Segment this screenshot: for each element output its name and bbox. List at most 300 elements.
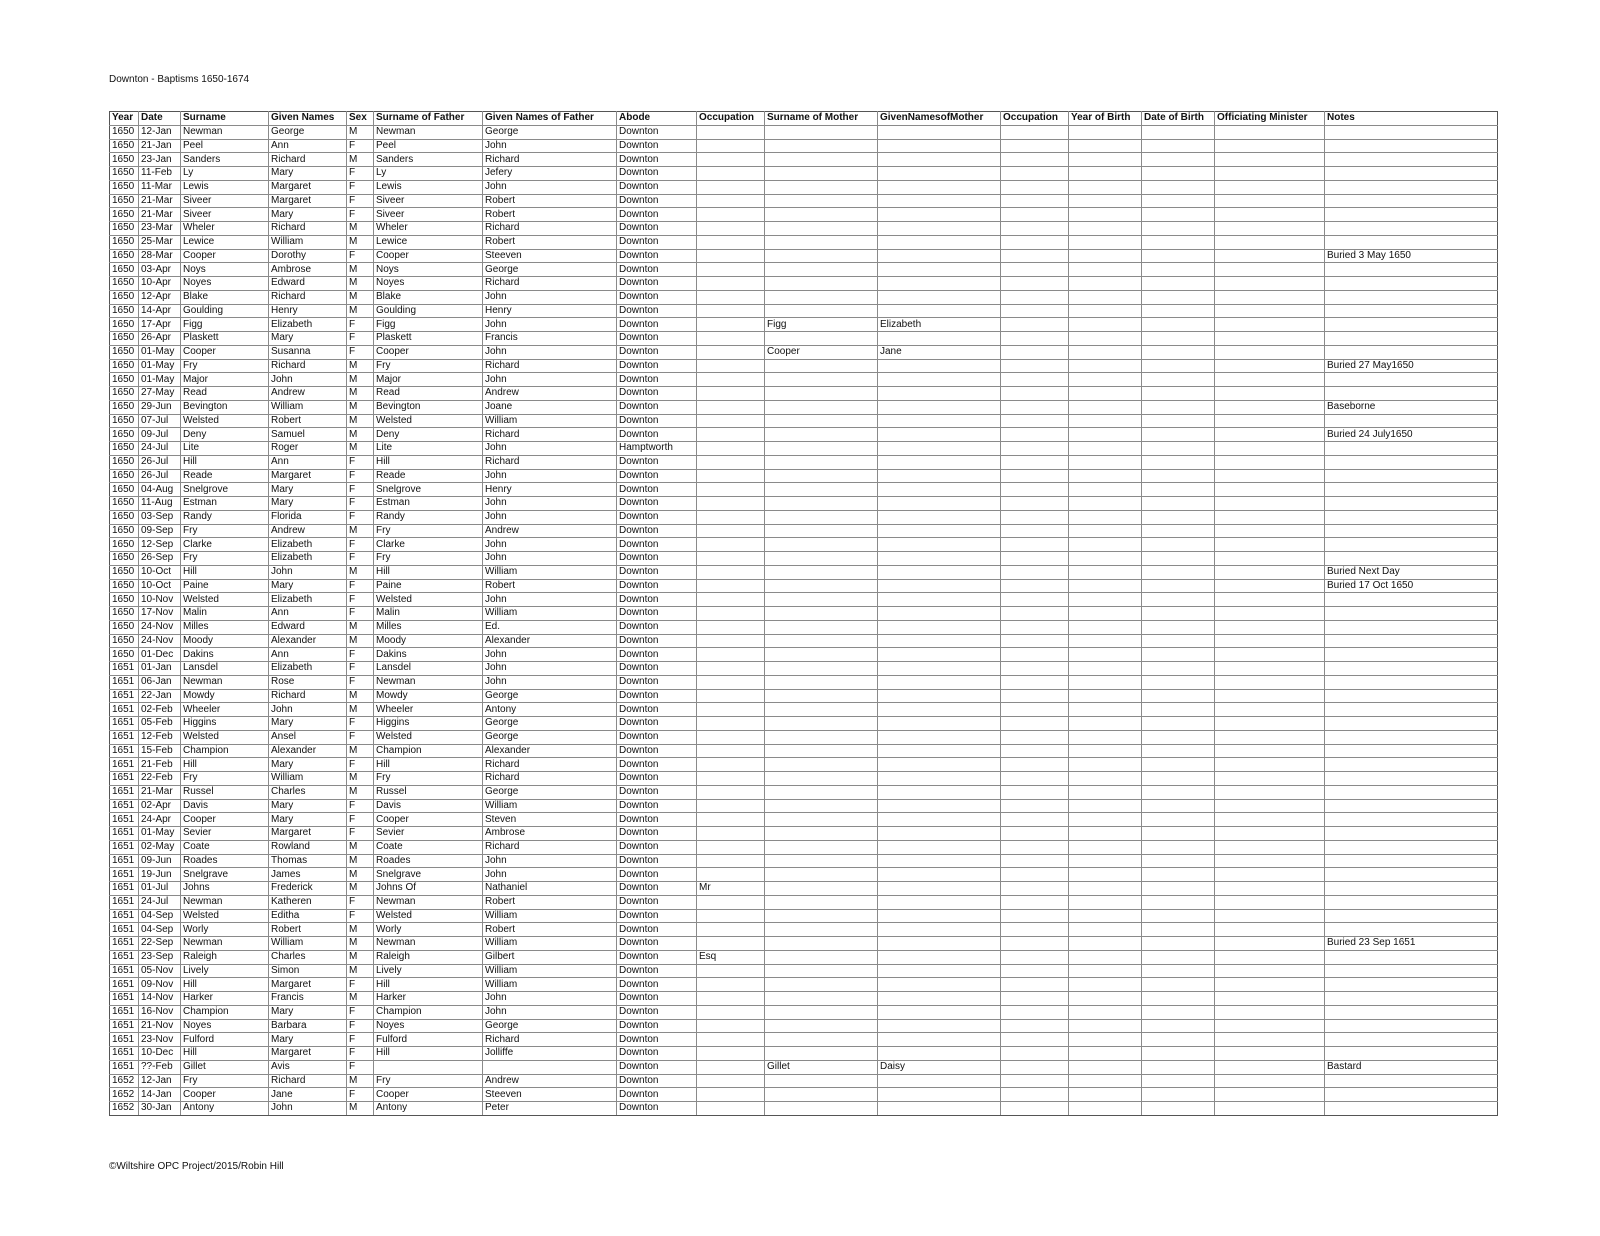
table-cell: Downton [617,208,697,222]
table-cell [878,359,1001,373]
table-cell: John [483,290,617,304]
table-cell [697,923,765,937]
table-cell: Sanders [374,153,483,167]
table-cell: Richard [269,1074,347,1088]
table-cell: Margaret [269,827,347,841]
table-cell: Snelgrave [181,868,269,882]
table-cell: 1650 [110,428,139,442]
table-cell [765,194,878,208]
table-cell [1142,1047,1215,1061]
table-cell: Downton [617,634,697,648]
table-cell: Andrew [269,524,347,538]
table-cell [1325,194,1498,208]
table-cell: 02-May [139,840,181,854]
table-cell: 1650 [110,400,139,414]
table-cell [1069,565,1142,579]
table-cell: Major [374,373,483,387]
table-cell: F [347,662,374,676]
table-cell: 1650 [110,373,139,387]
table-cell: F [347,827,374,841]
table-cell: Welsted [181,909,269,923]
table-cell: Jane [878,345,1001,359]
table-cell [1001,689,1069,703]
table-cell: Richard [483,153,617,167]
table-row [110,964,1498,978]
table-cell [765,799,878,813]
table-cell [1001,799,1069,813]
table-cell [765,167,878,181]
table-cell [765,153,878,167]
table-row [110,1033,1498,1047]
table-row [110,730,1498,744]
table-cell [765,689,878,703]
table-cell: Jolliffe [483,1047,617,1061]
table-cell: Sevier [374,827,483,841]
table-cell: 01-Jan [139,662,181,676]
table-cell [697,1060,765,1074]
table-cell: 12-Jan [139,125,181,139]
table-cell: 1650 [110,593,139,607]
table-cell [1069,139,1142,153]
table-cell [878,455,1001,469]
table-cell [697,648,765,662]
table-cell: Downton [617,703,697,717]
table-cell: Fry [374,772,483,786]
table-cell: John [483,992,617,1006]
table-cell: Hill [181,455,269,469]
table-cell [1325,703,1498,717]
table-cell [697,442,765,456]
table-cell [1142,689,1215,703]
table-cell: Lite [181,442,269,456]
table-row [110,290,1498,304]
table-cell: 1650 [110,249,139,263]
table-cell: Peel [181,139,269,153]
table-cell: John [483,510,617,524]
table-cell [1069,689,1142,703]
table-cell [1142,593,1215,607]
table-cell: M [347,689,374,703]
table-cell [1001,510,1069,524]
table-cell: Daisy [878,1060,1001,1074]
table-cell [697,909,765,923]
table-cell: F [347,194,374,208]
table-cell: 10-Nov [139,593,181,607]
table-cell: Editha [269,909,347,923]
table-cell [1215,304,1325,318]
table-cell: Joane [483,400,617,414]
table-cell [1069,1102,1142,1116]
table-cell [1001,442,1069,456]
table-cell: Downton [617,662,697,676]
table-cell [765,978,878,992]
table-cell: Downton [617,689,697,703]
table-cell [878,332,1001,346]
table-row [110,813,1498,827]
table-cell: 10-Oct [139,565,181,579]
table-cell [1069,455,1142,469]
table-cell [1325,854,1498,868]
table-cell [765,277,878,291]
table-cell [765,620,878,634]
table-cell [765,840,878,854]
table-cell: Elizabeth [269,662,347,676]
table-cell [1215,813,1325,827]
table-cell [697,717,765,731]
table-cell [1001,840,1069,854]
table-cell [765,538,878,552]
table-cell: Major [181,373,269,387]
table-cell: Mary [269,717,347,731]
table-cell: 21-Feb [139,758,181,772]
table-cell: 17-Apr [139,318,181,332]
table-cell: Buried 24 July1650 [1325,428,1498,442]
table-cell [878,524,1001,538]
table-cell [1001,1060,1069,1074]
table-cell: Ann [269,455,347,469]
table-cell: Raleigh [181,950,269,964]
table-cell: Esq [697,950,765,964]
table-cell [1215,840,1325,854]
table-cell [878,510,1001,524]
table-cell [1069,235,1142,249]
table-cell: Rose [269,675,347,689]
table-cell: 1651 [110,675,139,689]
column-header: GivenNamesofMother [878,112,1001,126]
table-cell [1215,689,1325,703]
table-cell [1069,524,1142,538]
table-cell: Noys [374,263,483,277]
table-cell [765,1074,878,1088]
table-cell: 1650 [110,125,139,139]
table-cell [878,937,1001,951]
table-cell: John [483,180,617,194]
table-cell: 21-Jan [139,139,181,153]
table-cell: Buried 3 May 1650 [1325,249,1498,263]
table-cell [1001,1047,1069,1061]
table-row [110,139,1498,153]
baptism-register-table [109,111,1498,1116]
table-cell [878,579,1001,593]
table-cell [697,978,765,992]
table-cell [1215,524,1325,538]
table-cell: F [347,455,374,469]
table-cell [1001,180,1069,194]
table-row [110,1005,1498,1019]
table-row [110,400,1498,414]
table-cell: George [483,125,617,139]
column-header: Surname of Father [374,112,483,126]
table-cell [1142,634,1215,648]
header-row [110,112,1498,126]
table-cell: Blake [374,290,483,304]
table-cell: Welsted [181,593,269,607]
table-cell [765,552,878,566]
table-cell [878,139,1001,153]
table-cell: F [347,593,374,607]
table-cell: Siveer [181,194,269,208]
table-cell [1142,538,1215,552]
table-cell: 01-May [139,345,181,359]
table-cell [1142,304,1215,318]
table-cell: Lively [181,964,269,978]
table-cell: Snelgrove [374,483,483,497]
table-cell: Downton [617,854,697,868]
table-cell: Estman [374,497,483,511]
table-cell [697,400,765,414]
table-cell: Downton [617,332,697,346]
table-cell: Roades [374,854,483,868]
table-cell [1001,937,1069,951]
table-cell [878,194,1001,208]
table-cell [1142,552,1215,566]
table-cell [374,1060,483,1074]
table-cell: F [347,758,374,772]
table-cell: Downton [617,909,697,923]
table-cell [1142,620,1215,634]
table-row [110,675,1498,689]
table-cell [1001,469,1069,483]
table-cell: Richard [483,1033,617,1047]
table-cell: F [347,730,374,744]
table-cell [1001,235,1069,249]
table-cell: 1650 [110,208,139,222]
table-row [110,854,1498,868]
table-cell [1215,565,1325,579]
table-cell: Noyes [181,277,269,291]
table-cell: 1651 [110,854,139,868]
table-cell [1325,785,1498,799]
table-cell [765,565,878,579]
table-cell [1142,332,1215,346]
table-cell [1215,222,1325,236]
table-cell [1215,153,1325,167]
table-cell [1142,400,1215,414]
table-cell [1325,318,1498,332]
table-cell: Fry [374,1074,483,1088]
table-cell: Reade [374,469,483,483]
table-cell [1142,318,1215,332]
table-cell [1325,290,1498,304]
table-cell [1001,620,1069,634]
table-cell: William [269,235,347,249]
table-cell [878,414,1001,428]
table-cell [1215,235,1325,249]
table-cell [765,1033,878,1047]
table-cell: Fry [181,1074,269,1088]
table-cell [1325,538,1498,552]
table-cell: M [347,153,374,167]
table-row [110,428,1498,442]
table-cell: Buried 17 Oct 1650 [1325,579,1498,593]
table-row [110,538,1498,552]
table-cell: Downton [617,950,697,964]
table-cell: John [269,565,347,579]
table-cell [1069,868,1142,882]
table-cell: Andrew [269,387,347,401]
table-cell: Barbara [269,1019,347,1033]
table-cell: John [483,469,617,483]
table-cell: Lansdel [374,662,483,676]
table-cell [1325,620,1498,634]
table-cell [1001,607,1069,621]
table-cell [1069,414,1142,428]
table-cell [1215,455,1325,469]
table-cell: 1651 [110,785,139,799]
table-cell [765,937,878,951]
table-row [110,387,1498,401]
table-cell: Mary [269,1033,347,1047]
table-cell: Downton [617,222,697,236]
table-cell [1325,483,1498,497]
table-cell: Downton [617,153,697,167]
table-cell [697,675,765,689]
table-cell: Cooper [374,249,483,263]
table-cell [1215,318,1325,332]
table-cell: F [347,497,374,511]
table-cell: John [483,675,617,689]
table-cell: Cooper [181,345,269,359]
table-row [110,345,1498,359]
table-cell [1069,758,1142,772]
table-cell: Noyes [181,1019,269,1033]
table-cell [878,153,1001,167]
table-cell: M [347,428,374,442]
table-cell: Buried 27 May1650 [1325,359,1498,373]
table-cell [765,744,878,758]
table-cell: Russel [374,785,483,799]
table-cell [765,854,878,868]
table-cell: Ambrose [269,263,347,277]
table-cell [1069,1060,1142,1074]
table-cell [1325,345,1498,359]
table-cell [878,1074,1001,1088]
table-cell [1325,1033,1498,1047]
table-cell [878,730,1001,744]
table-cell [1001,675,1069,689]
table-cell: 26-Jul [139,455,181,469]
table-cell: 09-Nov [139,978,181,992]
table-cell: Downton [617,785,697,799]
page-title: Downton - Baptisms 1650-1674 [109,74,250,85]
table-row [110,1047,1498,1061]
table-cell: Siveer [181,208,269,222]
table-cell [878,648,1001,662]
table-cell: 1651 [110,909,139,923]
table-cell [1325,1088,1498,1102]
table-cell: John [483,868,617,882]
table-cell [1142,1060,1215,1074]
table-cell [878,620,1001,634]
table-cell: M [347,125,374,139]
table-cell: Roger [269,442,347,456]
table-cell: M [347,387,374,401]
table-cell: M [347,1102,374,1116]
table-cell: 04-Sep [139,909,181,923]
table-cell [1001,1005,1069,1019]
table-cell [1215,675,1325,689]
table-cell: 06-Jan [139,675,181,689]
table-cell [1142,345,1215,359]
table-cell [878,400,1001,414]
table-cell [1001,758,1069,772]
table-cell: Florida [269,510,347,524]
table-cell [1069,373,1142,387]
table-header [110,112,1498,126]
table-cell [1325,772,1498,786]
table-cell: Rowland [269,840,347,854]
table-cell [1142,497,1215,511]
table-cell [1142,180,1215,194]
table-cell: F [347,345,374,359]
table-cell [1069,552,1142,566]
table-cell: Downton [617,194,697,208]
table-cell [697,497,765,511]
table-cell: Downton [617,235,697,249]
table-cell [1069,1005,1142,1019]
table-row [110,153,1498,167]
table-cell [1215,579,1325,593]
table-cell: Samuel [269,428,347,442]
table-cell [1325,1047,1498,1061]
table-cell: Lewis [374,180,483,194]
table-cell: Downton [617,497,697,511]
table-cell [765,909,878,923]
table-cell [1215,1033,1325,1047]
table-cell [1069,497,1142,511]
table-cell [878,703,1001,717]
table-cell [697,318,765,332]
table-cell [697,799,765,813]
table-cell: Margaret [269,180,347,194]
table-cell: Downton [617,180,697,194]
table-row [110,552,1498,566]
table-cell: Champion [374,744,483,758]
table-cell [697,772,765,786]
table-cell [1001,662,1069,676]
table-cell: George [483,730,617,744]
table-cell: 1650 [110,483,139,497]
table-cell: Downton [617,895,697,909]
table-cell [697,744,765,758]
table-row [110,909,1498,923]
table-cell: 10-Oct [139,579,181,593]
table-cell: 1650 [110,167,139,181]
table-row [110,648,1498,662]
table-cell: F [347,139,374,153]
table-cell: 22-Feb [139,772,181,786]
table-cell: F [347,167,374,181]
table-cell: William [269,400,347,414]
table-cell: Coate [374,840,483,854]
table-cell: Edward [269,277,347,291]
table-cell: M [347,923,374,937]
table-cell: M [347,868,374,882]
table-cell [1142,139,1215,153]
table-cell [1325,895,1498,909]
table-cell: 10-Apr [139,277,181,291]
table-cell: John [269,703,347,717]
table-cell: ??-Feb [139,1060,181,1074]
table-cell: Downton [617,675,697,689]
table-cell: M [347,373,374,387]
table-cell: John [483,442,617,456]
table-cell: Paine [374,579,483,593]
table-cell [1001,730,1069,744]
table-cell: Peter [483,1102,617,1116]
table-cell [878,923,1001,937]
table-cell [878,552,1001,566]
